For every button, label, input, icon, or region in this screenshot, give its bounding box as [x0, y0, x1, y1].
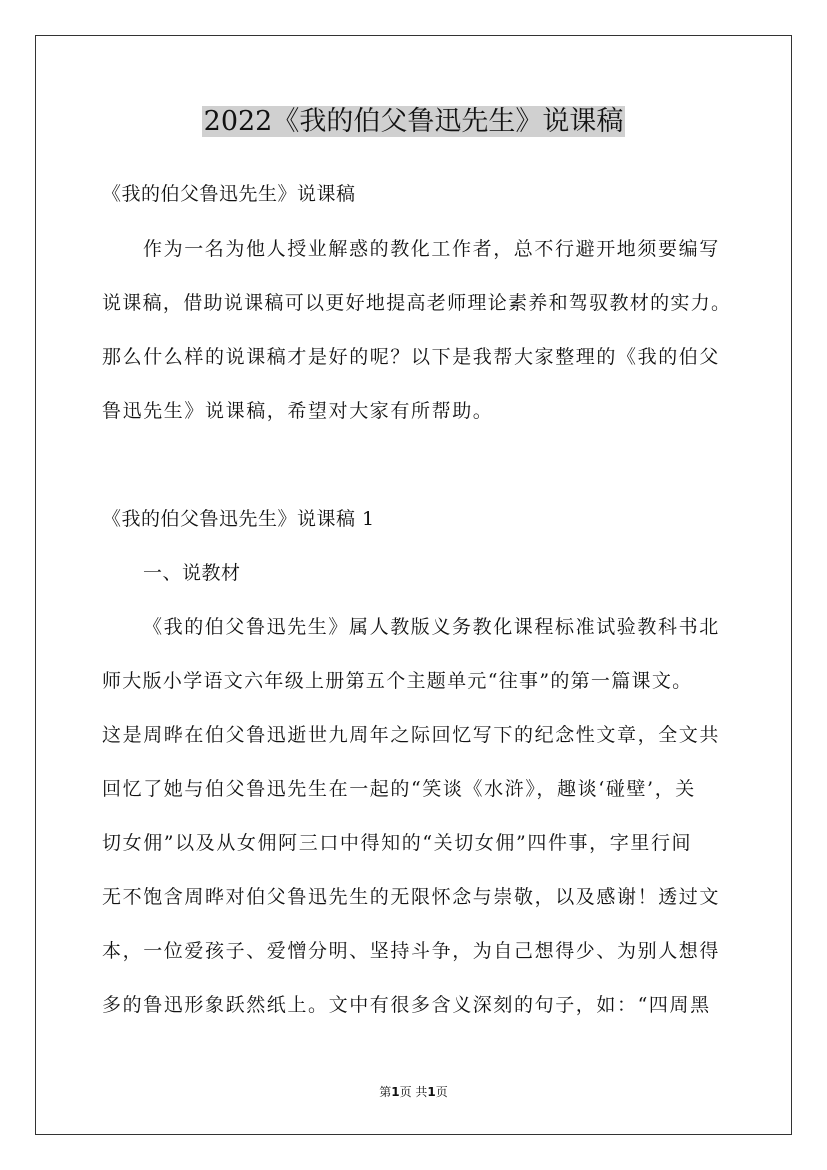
- body-line-1: 《我的伯父鲁迅先生》属人教版义务教化课程标准试验教科书北: [143, 616, 720, 638]
- body-line-5: 切女佣”以及从女佣阿三口中得知的“关切女佣”四件事，字里行间: [102, 832, 693, 854]
- intro-line-2: 说课稿，借助说课稿可以更好地提高老师理论素养和驾驭教材的实力。: [102, 292, 732, 314]
- footer-page-mid: 页 共: [399, 1085, 428, 1099]
- footer-page-total: 1: [427, 1085, 436, 1099]
- body-line-6: 无不饱含周晔对伯父鲁迅先生的无限怀念与崇敬，以及感谢！透过文: [102, 886, 721, 908]
- body-line-4: 回忆了她与伯父鲁迅先生在一起的“笑谈《水浒》，趣谈‘碰壁’，关: [102, 778, 696, 800]
- body-line-3: 这是周晔在伯父鲁迅逝世九周年之际回忆写下的纪念性文章，全文共: [102, 724, 721, 746]
- document-subtitle: 《我的伯父鲁迅先生》说课稿: [102, 183, 356, 205]
- body-line-8: 多的鲁迅形象跃然纸上。文中有很多含义深刻的句子，如：“四周黑: [102, 994, 711, 1016]
- footer-page-suffix: 页: [435, 1085, 448, 1099]
- intro-line-1: 作为一名为他人授业解惑的教化工作者，总不行避开地须要编写: [143, 238, 720, 260]
- intro-line-4: 鲁迅先生》说课稿，希望对大家有所帮助。: [102, 400, 494, 422]
- footer-page-prefix: 第: [379, 1085, 392, 1099]
- body-line-7: 本，一位爱孩子、爱憎分明、坚持斗争，为自己想得少、为别人想得: [102, 940, 721, 962]
- footer-page-current: 1: [391, 1085, 400, 1099]
- intro-line-3: 那么什么样的说课稿才是好的呢？以下是我帮大家整理的《我的伯父: [102, 346, 721, 368]
- section-heading: 《我的伯父鲁迅先生》说课稿 1: [102, 508, 375, 530]
- page-footer: [0, 1084, 827, 1100]
- document-title: [0, 100, 827, 144]
- body-line-2: 师大版小学语文六年级上册第五个主题单元“往事”的第一篇课文。: [102, 670, 693, 692]
- subsection-heading: 一、说教材: [143, 562, 241, 584]
- document-title-text: 2022《我的伯父鲁迅先生》说课稿: [203, 106, 624, 137]
